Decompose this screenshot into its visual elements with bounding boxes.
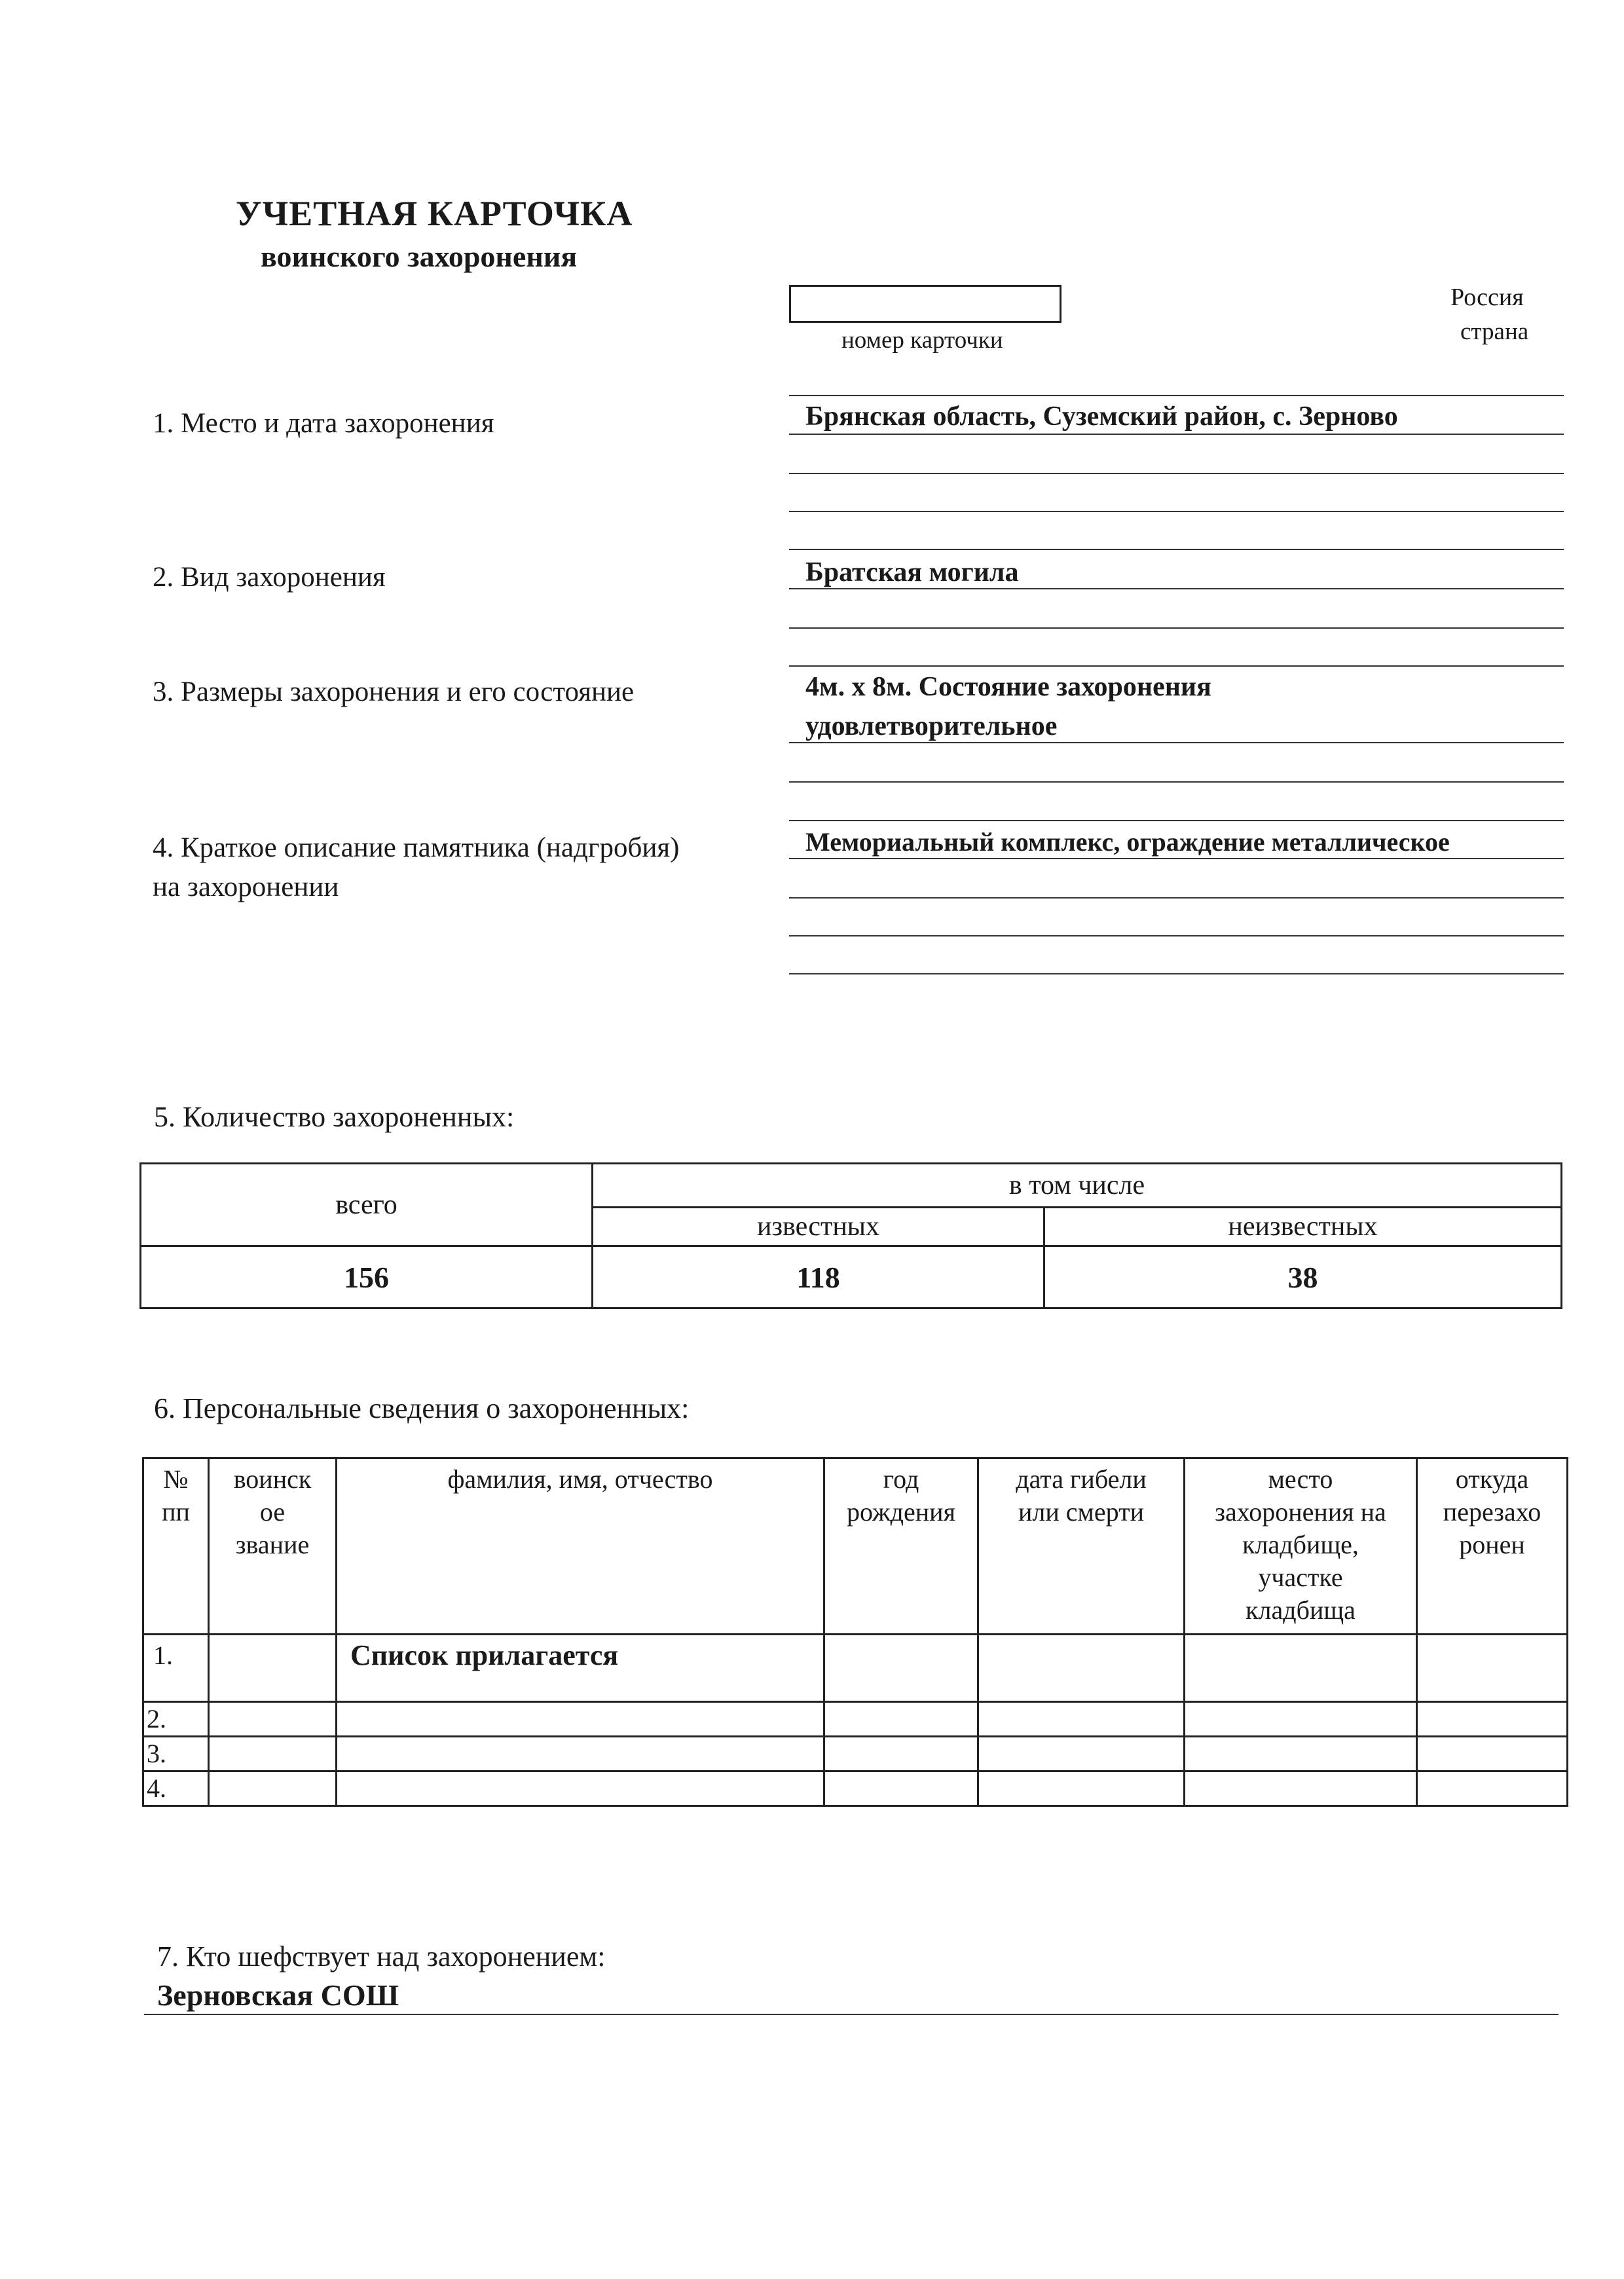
header-line: рождения	[847, 1497, 955, 1527]
field-3-line	[789, 742, 1564, 743]
field-4-line	[789, 858, 1564, 859]
field-2-line	[789, 588, 1564, 589]
row-num: 1.	[143, 1635, 209, 1702]
header-line: ое	[259, 1497, 286, 1527]
count-including-header: в том числе	[593, 1164, 1562, 1208]
count-known-value: 118	[593, 1246, 1044, 1308]
header-line: место	[1268, 1464, 1333, 1494]
card-subtitle: воинского захоронения	[261, 240, 578, 273]
row-name	[337, 1737, 824, 1771]
row-death	[978, 1635, 1185, 1702]
card-number-label: номер карточки	[841, 327, 1003, 354]
header-line: или смерти	[1018, 1497, 1144, 1527]
header-line: пп	[162, 1497, 190, 1527]
header-line: захоронения на	[1215, 1497, 1386, 1527]
count-known-header: известных	[593, 1208, 1044, 1246]
row-rank	[209, 1635, 337, 1702]
field-1-line	[789, 549, 1564, 550]
field-3-line	[789, 781, 1564, 783]
field-4-line	[789, 897, 1564, 899]
field-4-label-line1: 4. Краткое описание памятника (надгробия)	[153, 832, 680, 863]
row-name	[337, 1702, 824, 1737]
header-line: воинск	[233, 1464, 312, 1494]
header-line: перезахо	[1443, 1497, 1541, 1527]
patron-value: Зерновская СОШ	[157, 1978, 399, 2012]
count-total-header: всего	[141, 1164, 593, 1246]
row-from	[1417, 1771, 1568, 1806]
header-line: ронен	[1459, 1530, 1525, 1559]
field-1-line	[789, 473, 1564, 474]
row-num: 2.	[143, 1702, 209, 1737]
header-line: кладбище,	[1242, 1530, 1359, 1559]
row-place	[1185, 1635, 1417, 1702]
field-3-line	[789, 820, 1564, 821]
field-1-value: Брянская область, Суземский район, с. Зерново	[805, 401, 1398, 432]
field-2-label: 2. Вид захоронения	[153, 562, 386, 593]
row-death	[978, 1771, 1185, 1806]
row-place	[1185, 1702, 1417, 1737]
table-row	[143, 1771, 1568, 1806]
row-from	[1417, 1737, 1568, 1771]
row-birth	[824, 1635, 978, 1702]
field-3-label: 3. Размеры захоронения и его состояние	[153, 676, 635, 707]
field-2-value: Братская могила	[805, 557, 1019, 587]
field-2-line	[789, 665, 1564, 667]
field-4-line	[789, 973, 1564, 974]
col-header-rank	[209, 1458, 337, 1635]
header-line: участке	[1258, 1563, 1343, 1592]
row-birth	[824, 1702, 978, 1737]
table-row	[143, 1702, 1568, 1737]
row-death	[978, 1702, 1185, 1737]
country-label: страна	[1460, 318, 1529, 345]
header-line: дата гибели	[1016, 1464, 1147, 1494]
field-1-line	[789, 511, 1564, 512]
count-table	[139, 1162, 1562, 1309]
row-birth	[824, 1737, 978, 1771]
field-4-label-line2: на захоронении	[153, 872, 339, 902]
field-1-line	[789, 434, 1564, 435]
personal-table	[142, 1457, 1568, 1807]
header-line: откуда	[1455, 1464, 1529, 1494]
row-rank	[209, 1702, 337, 1737]
row-birth	[824, 1771, 978, 1806]
header-line: фамилия, имя, отчество	[447, 1464, 713, 1494]
col-header-place	[1185, 1458, 1417, 1635]
row-rank	[209, 1737, 337, 1771]
header-line: год	[883, 1464, 919, 1494]
row-death	[978, 1737, 1185, 1771]
row-name: Список прилагается	[337, 1635, 824, 1702]
col-header-num	[143, 1458, 209, 1635]
header-line: №	[163, 1464, 189, 1494]
row-from	[1417, 1635, 1568, 1702]
field-1-label: 1. Место и дата захоронения	[153, 408, 494, 439]
row-name	[337, 1771, 824, 1806]
count-heading: 5. Количество захороненных:	[154, 1101, 515, 1133]
patron-heading: 7. Кто шефствует над захоронением:	[157, 1940, 606, 1973]
card-number-field[interactable]	[789, 285, 1061, 323]
field-2-line	[789, 627, 1564, 629]
patron-line	[144, 2014, 1559, 2015]
field-4-value: Мемориальный комплекс, ограждение металлическое	[805, 827, 1450, 857]
row-place	[1185, 1771, 1417, 1806]
row-place	[1185, 1737, 1417, 1771]
field-3-value-line1: 4м. х 8м. Состояние захоронения	[805, 672, 1211, 702]
row-num: 4.	[143, 1771, 209, 1806]
row-from	[1417, 1702, 1568, 1737]
count-unknown-value: 38	[1044, 1246, 1562, 1308]
field-3-value-line2: удовлетворительное	[805, 711, 1058, 741]
table-row	[143, 1737, 1568, 1771]
field-4-line	[789, 935, 1564, 936]
country-value: Россия	[1450, 284, 1524, 311]
table-row	[143, 1635, 1568, 1702]
col-header-name	[337, 1458, 824, 1635]
col-header-birth	[824, 1458, 978, 1635]
count-unknown-header: неизвестных	[1044, 1208, 1562, 1246]
row-num: 3.	[143, 1737, 209, 1771]
card-title: УЧЕТНАЯ КАРТОЧКА	[236, 194, 633, 233]
personal-heading: 6. Персональные сведения о захороненных:	[154, 1392, 690, 1424]
field-1-top-line	[789, 395, 1564, 396]
row-rank	[209, 1771, 337, 1806]
col-header-from	[1417, 1458, 1568, 1635]
count-total-value: 156	[141, 1246, 593, 1308]
header-line: звание	[235, 1530, 310, 1559]
col-header-death	[978, 1458, 1185, 1635]
header-line: кладбища	[1246, 1595, 1356, 1625]
